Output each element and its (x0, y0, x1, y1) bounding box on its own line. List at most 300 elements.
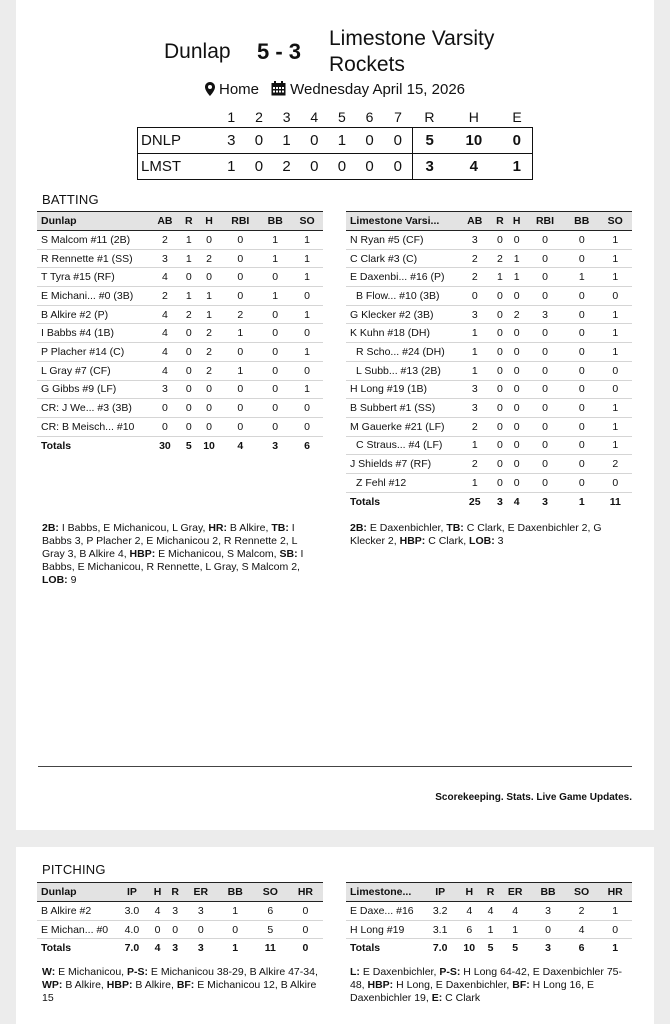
stats-body (37, 231, 323, 455)
stat-value: 0 (492, 473, 509, 492)
inning-runs: 0 (383, 127, 412, 153)
stats-body (37, 902, 323, 958)
stats-head (37, 212, 323, 231)
stat-value: 0 (221, 343, 259, 362)
stat-column-header: BB (259, 212, 291, 231)
stat-column-header: BB (218, 883, 253, 902)
stat-column-header: RBI (525, 212, 565, 231)
player-row (37, 343, 323, 362)
inning-runs: 0 (356, 153, 384, 179)
totals-value: 0 (288, 939, 323, 958)
totals-value: 25 (458, 492, 492, 511)
calendar-icon (271, 81, 286, 100)
stat-value: 0 (525, 417, 565, 436)
stat-value: 0 (508, 343, 525, 362)
player-name: G Gibbs #9 (LF) (37, 380, 149, 399)
stat-value: 0 (525, 436, 565, 455)
stat-value: 0 (181, 361, 197, 380)
stat-value: 0 (598, 287, 632, 306)
player-row (346, 380, 632, 399)
inning-runs: 1 (273, 127, 301, 153)
stat-value: 0 (259, 305, 291, 324)
stat-value: 0 (508, 231, 525, 250)
player-row (37, 361, 323, 380)
inning-runs: 0 (328, 153, 356, 179)
stat-value: 1 (598, 399, 632, 418)
note-label: SB: (279, 548, 298, 560)
player-row (346, 436, 632, 455)
player-row (346, 287, 632, 306)
stat-value: 0 (197, 268, 222, 287)
stat-column-header: AB (149, 212, 181, 231)
stat-value: 1 (492, 268, 509, 287)
player-name: CR: B Meisch... #10 (37, 417, 149, 436)
totals-value: 5 (482, 939, 499, 958)
stat-column-header: SO (598, 212, 632, 231)
stat-value: 0 (508, 417, 525, 436)
stat-value: 3 (458, 231, 492, 250)
player-row (37, 305, 323, 324)
stat-value: 1 (598, 436, 632, 455)
totals-value: 10 (197, 436, 222, 455)
stat-value: 1 (291, 268, 323, 287)
totals-value: 3 (492, 492, 509, 511)
player-name: H Long #19 (346, 920, 424, 939)
stats-head (346, 212, 632, 231)
stat-value: 6 (253, 902, 288, 921)
totals-row (37, 939, 323, 958)
stat-value: 0 (181, 268, 197, 287)
totals-value: 3 (531, 939, 565, 958)
stat-value: 1 (291, 380, 323, 399)
stat-value: 3.1 (424, 920, 456, 939)
stat-value: 1 (458, 436, 492, 455)
note-label: HR: (208, 522, 227, 534)
away-batting-table (346, 211, 632, 511)
stat-value: 3.0 (115, 902, 149, 921)
note-text: E Michanicou, (55, 966, 128, 978)
stat-column-header: HR (288, 883, 323, 902)
stat-value: 6 (456, 920, 482, 939)
stat-value: 0 (181, 343, 197, 362)
player-row (37, 324, 323, 343)
inning-header: 6 (365, 109, 374, 126)
stat-value: 0 (565, 324, 599, 343)
stat-value: 0 (492, 343, 509, 362)
stat-value: 1 (221, 361, 259, 380)
stat-value: 0 (218, 920, 253, 939)
note-label: BF: (512, 979, 530, 991)
linescore-h: 4 (446, 153, 501, 179)
totals-value: 10 (456, 939, 482, 958)
stat-value: 4.0 (115, 920, 149, 939)
stat-value: 0 (525, 249, 565, 268)
stat-value: 0 (197, 399, 222, 418)
linescore-e: 1 (501, 153, 532, 179)
stat-value: 0 (492, 361, 509, 380)
player-row (346, 417, 632, 436)
stat-value: 0 (525, 324, 565, 343)
stat-value: 0 (508, 287, 525, 306)
stat-value: 0 (492, 436, 509, 455)
note-label: LOB: (469, 535, 495, 547)
totals-value: 11 (598, 492, 632, 511)
stat-value: 3 (458, 305, 492, 324)
note-label: E: (431, 992, 443, 1004)
player-row (37, 287, 323, 306)
player-name: R Scho... #24 (DH) (346, 343, 458, 362)
note-text: I Babbs, E Michanicou, L Gray, (58, 522, 209, 534)
linescore-head (138, 108, 533, 127)
player-name: B Subbert #1 (SS) (346, 399, 458, 418)
stat-value: 0 (197, 380, 222, 399)
player-name: P Placher #14 (C) (37, 343, 149, 362)
stat-value: 1 (565, 268, 599, 287)
note-label: P-S: (439, 966, 461, 978)
stat-value: 4 (565, 920, 599, 939)
inning-runs: 0 (356, 127, 384, 153)
footer-tagline: Scorekeeping. Stats. Live Game Updates. (435, 792, 632, 803)
totals-row (346, 492, 632, 511)
stat-value: 4 (149, 268, 181, 287)
stat-value: 0 (492, 287, 509, 306)
player-row (346, 902, 632, 921)
totals-value: 30 (149, 436, 181, 455)
stat-value: 0 (565, 436, 599, 455)
stat-value: 3 (184, 902, 218, 921)
note-text: B Alkire, (62, 979, 107, 991)
inning-header: 3 (282, 109, 291, 126)
note-text: 3 (494, 535, 504, 547)
stat-value: 0 (565, 455, 599, 474)
inning-runs: 1 (328, 127, 356, 153)
stat-value: 0 (565, 473, 599, 492)
stat-value: 0 (508, 361, 525, 380)
stat-value: 0 (565, 417, 599, 436)
stat-value: 1 (458, 473, 492, 492)
totals-value: 4 (508, 492, 525, 511)
note-label: LOB: (42, 574, 68, 586)
stat-value: 1 (181, 287, 197, 306)
totals-value: 4 (149, 939, 167, 958)
stat-value: 0 (525, 268, 565, 287)
player-row (37, 268, 323, 287)
away-team-name (329, 26, 494, 78)
note-text: B Alkire, (227, 522, 272, 534)
stat-value: 1 (181, 249, 197, 268)
stat-column-header: IP (115, 883, 149, 902)
stat-column-header: RBI (221, 212, 259, 231)
player-name: L Gray #7 (CF) (37, 361, 149, 380)
stat-value: 1 (197, 305, 222, 324)
totals-value: 7.0 (424, 939, 456, 958)
batting-title: BATTING (42, 192, 99, 207)
stat-value: 0 (565, 380, 599, 399)
stat-value: 0 (525, 455, 565, 474)
home-batting-notes (42, 522, 322, 587)
totals-label: Totals (37, 436, 149, 455)
player-name: B Flow... #10 (3B) (346, 287, 458, 306)
home-batting-table (37, 211, 323, 455)
player-name: E Daxe... #16 (346, 902, 424, 921)
stat-value: 0 (492, 324, 509, 343)
stat-value: 0 (221, 287, 259, 306)
stat-value: 4 (149, 902, 167, 921)
totals-value: 3 (525, 492, 565, 511)
stat-value: 1 (598, 305, 632, 324)
stat-value: 2 (458, 249, 492, 268)
player-name: S Malcom #11 (2B) (37, 231, 149, 250)
stat-value: 1 (458, 361, 492, 380)
stat-value: 1 (508, 249, 525, 268)
stat-value: 0 (565, 361, 599, 380)
team-column-header: Dunlap (37, 883, 115, 902)
stat-value: 0 (221, 231, 259, 250)
player-name: C Straus... #4 (LF) (346, 436, 458, 455)
location-pin-icon (205, 82, 215, 100)
home-team-name: Dunlap (164, 40, 231, 63)
stat-value: 0 (197, 231, 222, 250)
stat-value: 3 (149, 249, 181, 268)
stat-column-header: SO (253, 883, 288, 902)
stat-value: 2 (221, 305, 259, 324)
team-column-header: Dunlap (37, 212, 149, 231)
stat-value: 0 (492, 305, 509, 324)
player-row (37, 249, 323, 268)
player-row (346, 343, 632, 362)
stat-value: 2 (181, 305, 197, 324)
stat-value: 0 (181, 399, 197, 418)
stat-value: 1 (218, 902, 253, 921)
away-team-line2: Rockets (329, 53, 405, 76)
stat-value: 0 (492, 417, 509, 436)
stat-column-header: SO (291, 212, 323, 231)
linescore-row (138, 153, 533, 179)
stat-column-header: R (482, 883, 499, 902)
stat-value: 0 (259, 380, 291, 399)
stat-value: 0 (492, 399, 509, 418)
note-label: HBP: (399, 535, 426, 547)
totals-label: Totals (37, 939, 115, 958)
stats-header-row (37, 212, 323, 231)
stat-column-header: R (492, 212, 509, 231)
linescore-header-row (138, 108, 533, 127)
player-row (346, 399, 632, 418)
note-text: I Babbs, E Michanicou, R Rennette, L Gray, S Malcom 2, (42, 548, 304, 573)
stat-value: 0 (291, 324, 323, 343)
player-name: CR: J We... #3 (3B) (37, 399, 149, 418)
stat-value: 0 (181, 417, 197, 436)
note-text: C Clark, (425, 535, 470, 547)
player-name: H Long #19 (1B) (346, 380, 458, 399)
stat-value: 1 (598, 417, 632, 436)
inning-header: 2 (255, 109, 263, 126)
note-label: L: (350, 966, 360, 978)
stat-value: 1 (197, 287, 222, 306)
stat-value: 0 (598, 473, 632, 492)
player-name: N Ryan #5 (CF) (346, 231, 458, 250)
linescore-r: 3 (413, 153, 447, 179)
stat-value: 2 (197, 249, 222, 268)
stat-column-header: BB (565, 212, 599, 231)
away-pitching-notes (350, 966, 632, 1005)
note-text: I Babbs 3, P Placher 2, E Michanicou 2, R Rennette 2, L Gray 3, B Alkire 4, (42, 522, 298, 560)
stat-value: 2 (492, 249, 509, 268)
stat-value: 0 (259, 324, 291, 343)
player-row (37, 417, 323, 436)
stat-column-header: AB (458, 212, 492, 231)
totals-row (346, 939, 632, 958)
stat-column-header: R (181, 212, 197, 231)
stat-value: 0 (492, 231, 509, 250)
stat-value: 0 (259, 268, 291, 287)
player-row (37, 380, 323, 399)
away-batting-notes (350, 522, 630, 548)
footer-divider (38, 766, 632, 767)
stat-value: 4 (149, 305, 181, 324)
totals-value: 7.0 (115, 939, 149, 958)
game-meta (16, 81, 654, 100)
stat-value: 0 (525, 399, 565, 418)
stat-value: 0 (525, 473, 565, 492)
linescore-row (138, 127, 533, 153)
stat-value: 2 (149, 287, 181, 306)
pitching-title: PITCHING (42, 862, 106, 877)
player-row (346, 920, 632, 939)
stat-value: 1 (259, 249, 291, 268)
player-name: E Michan... #0 (37, 920, 115, 939)
totals-value: 3 (166, 939, 184, 958)
totals-row (37, 436, 323, 455)
stat-value: 0 (525, 361, 565, 380)
player-name: T Tyra #15 (RF) (37, 268, 149, 287)
stat-column-header: ER (184, 883, 218, 902)
team-column-header: Limestone... (346, 883, 424, 902)
inning-header: 7 (394, 109, 402, 126)
stat-value: 2 (508, 305, 525, 324)
stats-head (346, 883, 632, 902)
home-pitching-table (37, 882, 323, 958)
totals-label: Totals (346, 939, 424, 958)
stat-column-header: R (166, 883, 184, 902)
stat-column-header: IP (424, 883, 456, 902)
inning-header: 1 (227, 109, 236, 126)
player-name: B Alkire #2 (P) (37, 305, 149, 324)
stat-value: 4 (499, 902, 531, 921)
rhe-header: R (424, 109, 435, 126)
stat-value: 2 (197, 343, 222, 362)
player-row (346, 473, 632, 492)
stat-value: 0 (221, 268, 259, 287)
stat-value: 0 (181, 380, 197, 399)
linescore-h: 10 (446, 127, 501, 153)
linescore-team: DNLP (138, 127, 218, 153)
totals-value: 1 (565, 492, 599, 511)
player-name: R Rennette #1 (SS) (37, 249, 149, 268)
note-text: E Michanicou 38-29, B Alkire 47-34, (148, 966, 318, 978)
note-label: 2B: (42, 522, 59, 534)
player-row (346, 455, 632, 474)
player-name: L Subb... #13 (2B) (346, 361, 458, 380)
note-text: B Alkire, (132, 979, 177, 991)
note-text: E Michanicou 12, B Alkire 15 (42, 979, 317, 1004)
linescore-corner (138, 108, 218, 127)
inning-runs: 3 (218, 127, 246, 153)
player-name: C Clark #3 (C) (346, 249, 458, 268)
note-text: C Clark (442, 992, 481, 1004)
note-text: E Michanicou, S Malcom, (155, 548, 280, 560)
stat-value: 2 (149, 231, 181, 250)
stat-value: 1 (598, 324, 632, 343)
stat-value: 1 (598, 268, 632, 287)
player-row (346, 305, 632, 324)
player-row (37, 920, 323, 939)
stat-value: 0 (492, 455, 509, 474)
stat-value: 1 (598, 343, 632, 362)
stat-value: 0 (565, 305, 599, 324)
stat-value: 2 (197, 361, 222, 380)
note-text: E Daxenbichler, (366, 522, 447, 534)
player-name: G Klecker #2 (3B) (346, 305, 458, 324)
note-label: HBP: (367, 979, 394, 991)
stat-value: 0 (598, 920, 632, 939)
stat-value: 2 (458, 455, 492, 474)
stat-value: 0 (525, 231, 565, 250)
final-score: 5 - 3 (257, 39, 302, 64)
stat-value: 0 (184, 920, 218, 939)
stat-column-header: ER (499, 883, 531, 902)
player-row (37, 399, 323, 418)
stats-head (37, 883, 323, 902)
stat-column-header: BB (531, 883, 565, 902)
stats-header-row (346, 883, 632, 902)
stat-value: 3 (531, 902, 565, 921)
stat-value: 0 (221, 380, 259, 399)
stat-value: 0 (166, 920, 184, 939)
stat-value: 0 (291, 361, 323, 380)
totals-value: 4 (221, 436, 259, 455)
inning-header: 4 (310, 109, 319, 126)
stat-value: 0 (492, 380, 509, 399)
stat-value: 1 (598, 249, 632, 268)
stats-header-row (37, 883, 323, 902)
note-text: H Long, E Daxenbichler, (393, 979, 513, 991)
stat-value: 1 (291, 249, 323, 268)
stat-column-header: HR (598, 883, 632, 902)
stat-value: 1 (482, 920, 499, 939)
player-row (37, 902, 323, 921)
stat-value: 0 (525, 380, 565, 399)
stat-value: 1 (291, 343, 323, 362)
stat-value: 0 (598, 361, 632, 380)
stat-value: 3 (458, 380, 492, 399)
totals-label: Totals (346, 492, 458, 511)
stat-value: 5 (253, 920, 288, 939)
player-row (37, 231, 323, 250)
note-label: W: (42, 966, 56, 978)
stat-value: 0 (259, 361, 291, 380)
stats-body (346, 231, 632, 511)
linescore-e: 0 (501, 127, 532, 153)
linescore-table (137, 108, 533, 180)
stat-value: 0 (291, 417, 323, 436)
stats-header-row (346, 212, 632, 231)
stat-value: 0 (149, 399, 181, 418)
stat-value: 4 (482, 902, 499, 921)
stat-column-header: H (508, 212, 525, 231)
stat-value: 2 (197, 324, 222, 343)
stat-value: 0 (531, 920, 565, 939)
